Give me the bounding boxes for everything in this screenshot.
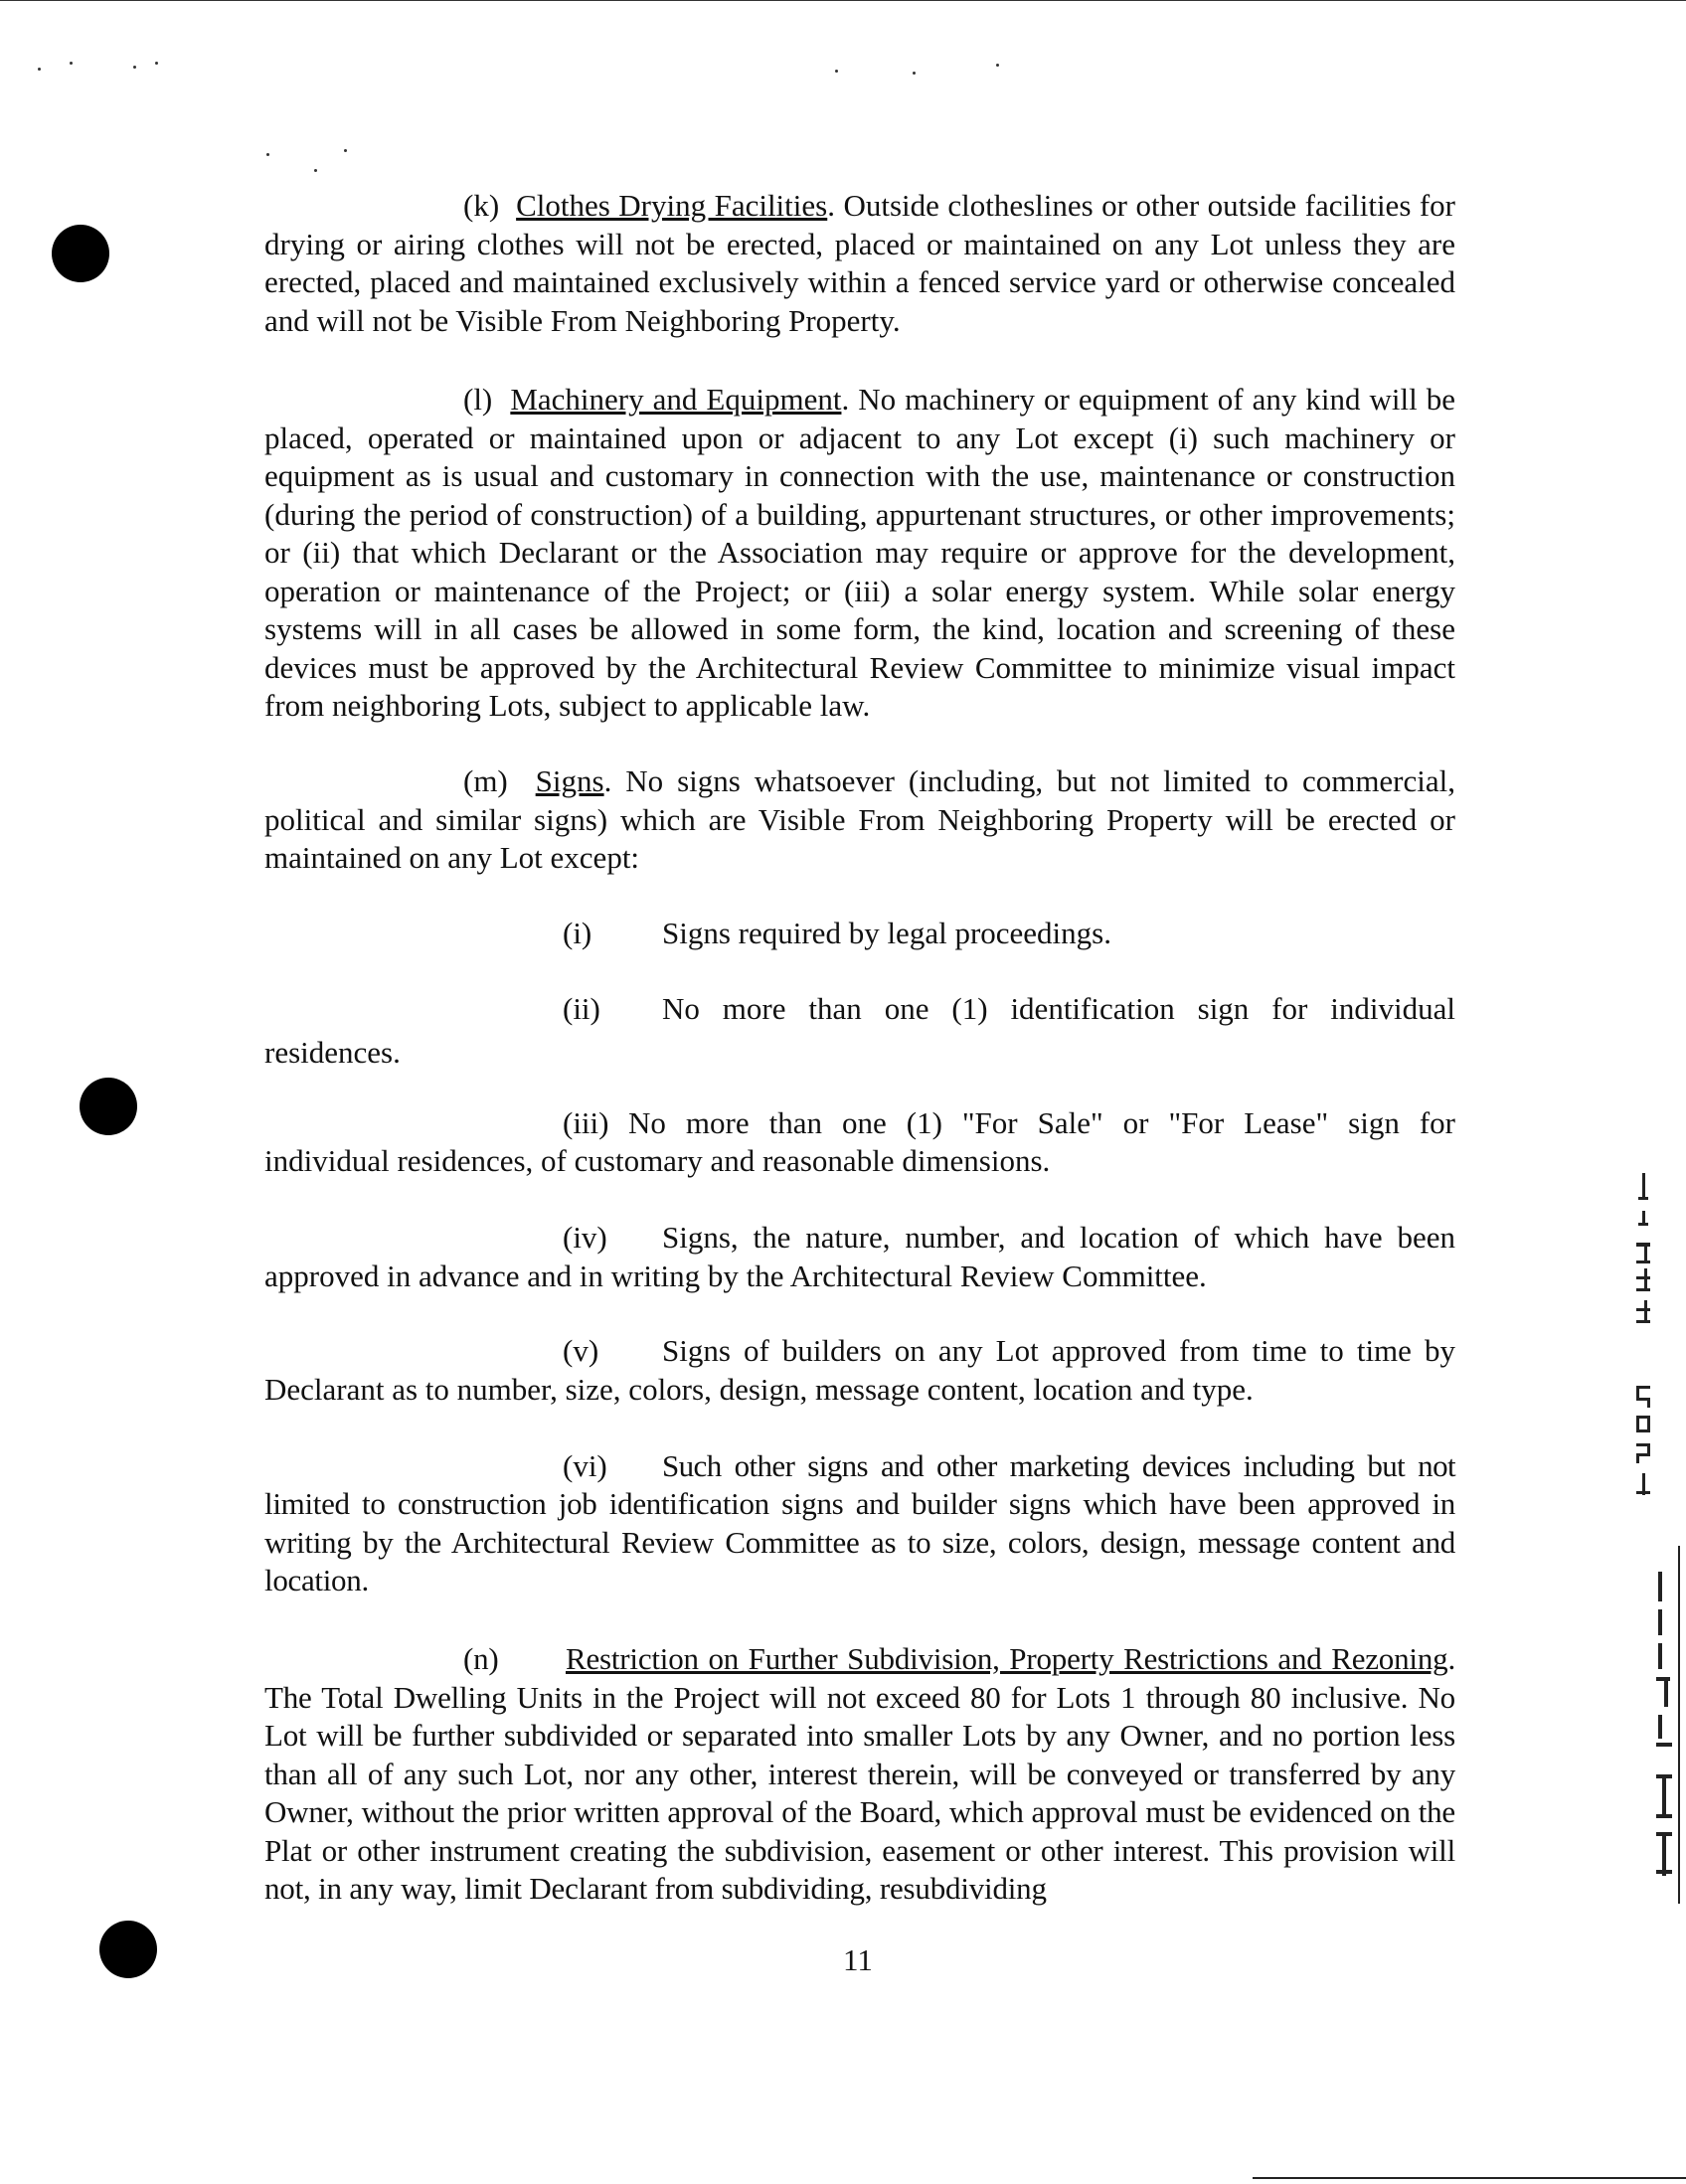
scan-speck [133,66,136,69]
subitem-iii-continuation: individual residences, of customary and reasonable dimensions. [264,1143,1051,1178]
subitem-ii-number: (ii) [563,991,600,1026]
punch-hole-bottom [99,1921,157,1978]
subitem-iii-number: (iii) [563,1105,609,1140]
scan-speck [155,62,158,65]
right-edge-line [1678,1546,1680,1904]
scan-edge-top [0,0,1686,1]
paragraph-m [264,762,1455,878]
punch-hole-top [52,225,109,282]
punch-hole-middle [80,1078,137,1135]
recording-stamp-marks [1624,1173,1664,1501]
paragraph-n [264,1640,1455,1909]
paragraph-l-text: . No machinery or equipment of any kind will be placed, operated or maintained upon or adjacent to any Lot except (i) such machinery or equipment as is usual and customary in connection with the use, maintenance or construction (during the period of construction) of a building, appurtenant structures, or other improvements; or (ii) that which Declarant or the Association may require or approve for the development, operation or maintenance of the Project; or (iii) a solar energy system. While solar energy systems will in all cases be allowed in some form, the kind, location and screening of these devices must be approved by the Architectural Review Committee to minimize visual impact from neighboring Lots, subject to applicable law. [264,382,1456,723]
subitem-iii-text: No more than one (1) "For Sale" or "For Lease" sign for [628,1105,1455,1140]
scan-speck [835,70,838,73]
scan-speck [913,72,916,75]
subitem-i-text: Signs required by legal proceedings. [662,916,1111,950]
paragraph-l-heading: Machinery and Equipment [510,382,842,417]
paragraph-k-text: . Outside clotheslines or other outside facilities for drying or airing clothes will not be erected, placed or maintained on any Lot unless they are erected, placed and maintained exclusively within a fenced service yard or otherwise concealed and will not be Visible From Neighboring Property. [264,188,1455,338]
subitem-iv-number: (iv) [563,1220,607,1255]
subitem-i-number: (i) [563,916,592,950]
paragraph-n-label: (n) [463,1641,499,1676]
paragraph-k [264,187,1455,340]
paragraph-m-text: . No signs whatsoever (including, but not limited to commercial, political and similar signs) which are Visible From Neighboring Property will be erected or maintained on any Lot except: [264,763,1456,875]
paragraph-k-heading: Clothes Drying Facilities [516,188,828,223]
subitem-ii-continuation: residences. [264,1035,401,1070]
subitem-iv-text: Signs, the nature, number, and location of which have been [662,1220,1455,1255]
subitem-v-text: Signs of builders on any Lot approved from time to time by [662,1333,1455,1368]
right-edge-marks [1654,1566,1678,1904]
scan-speck [314,169,317,172]
scan-speck [266,153,269,156]
page-number: 11 [843,1942,873,1977]
paragraph-k-label: (k) [463,188,500,223]
subitem-v-continuation: Declarant as to number, size, colors, design, message content, location and type. [264,1372,1254,1407]
paragraph-l [264,381,1455,726]
paragraph-m-label: (m) [463,763,508,798]
scan-speck [38,68,41,71]
subitem-v-number: (v) [563,1333,599,1368]
scan-speck [70,62,73,65]
paragraph-l-label: (l) [463,382,493,417]
paragraph-n-text: . The Total Dwelling Units in the Project will not exceed 80 for Lots 1 through 80 inclusive. No Lot will be further subdivided or separated into smaller Lots by any Owner, and no portion less than all of any such Lot, nor any other, interest therein, will be conveyed or transferred by any Owner, without the prior written approval of the Board, which approval must be evidenced on the Plat or other instrument creating the subdivision, easement or other interest. This provision will not, in any way, limit Declarant from subdividing, resubdividing [264,1641,1455,1906]
scan-edge-bottom [1253,2177,1686,2179]
paragraph-m-heading: Signs [535,763,604,798]
scan-speck [996,64,999,67]
subitem-iv-continuation: approved in advance and in writing by the Architectural Review Committee. [264,1259,1207,1293]
subitem-vi-text: Such other signs and other marketing devices including but not [662,1448,1455,1483]
paragraph-n-heading: Restriction on Further Subdivision, Property Restrictions and Rezoning [565,1641,1448,1676]
subitem-ii-text: No more than one (1) identification sign for individual [662,991,1455,1026]
subitem-vi-continuation: limited to construction job identification signs and builder signs which have been approved in writing by the Architectural Review Committee as to size, colors, design, message content and location. [264,1486,1455,1597]
scan-speck [344,149,347,152]
subitem-vi-number: (vi) [563,1448,607,1483]
